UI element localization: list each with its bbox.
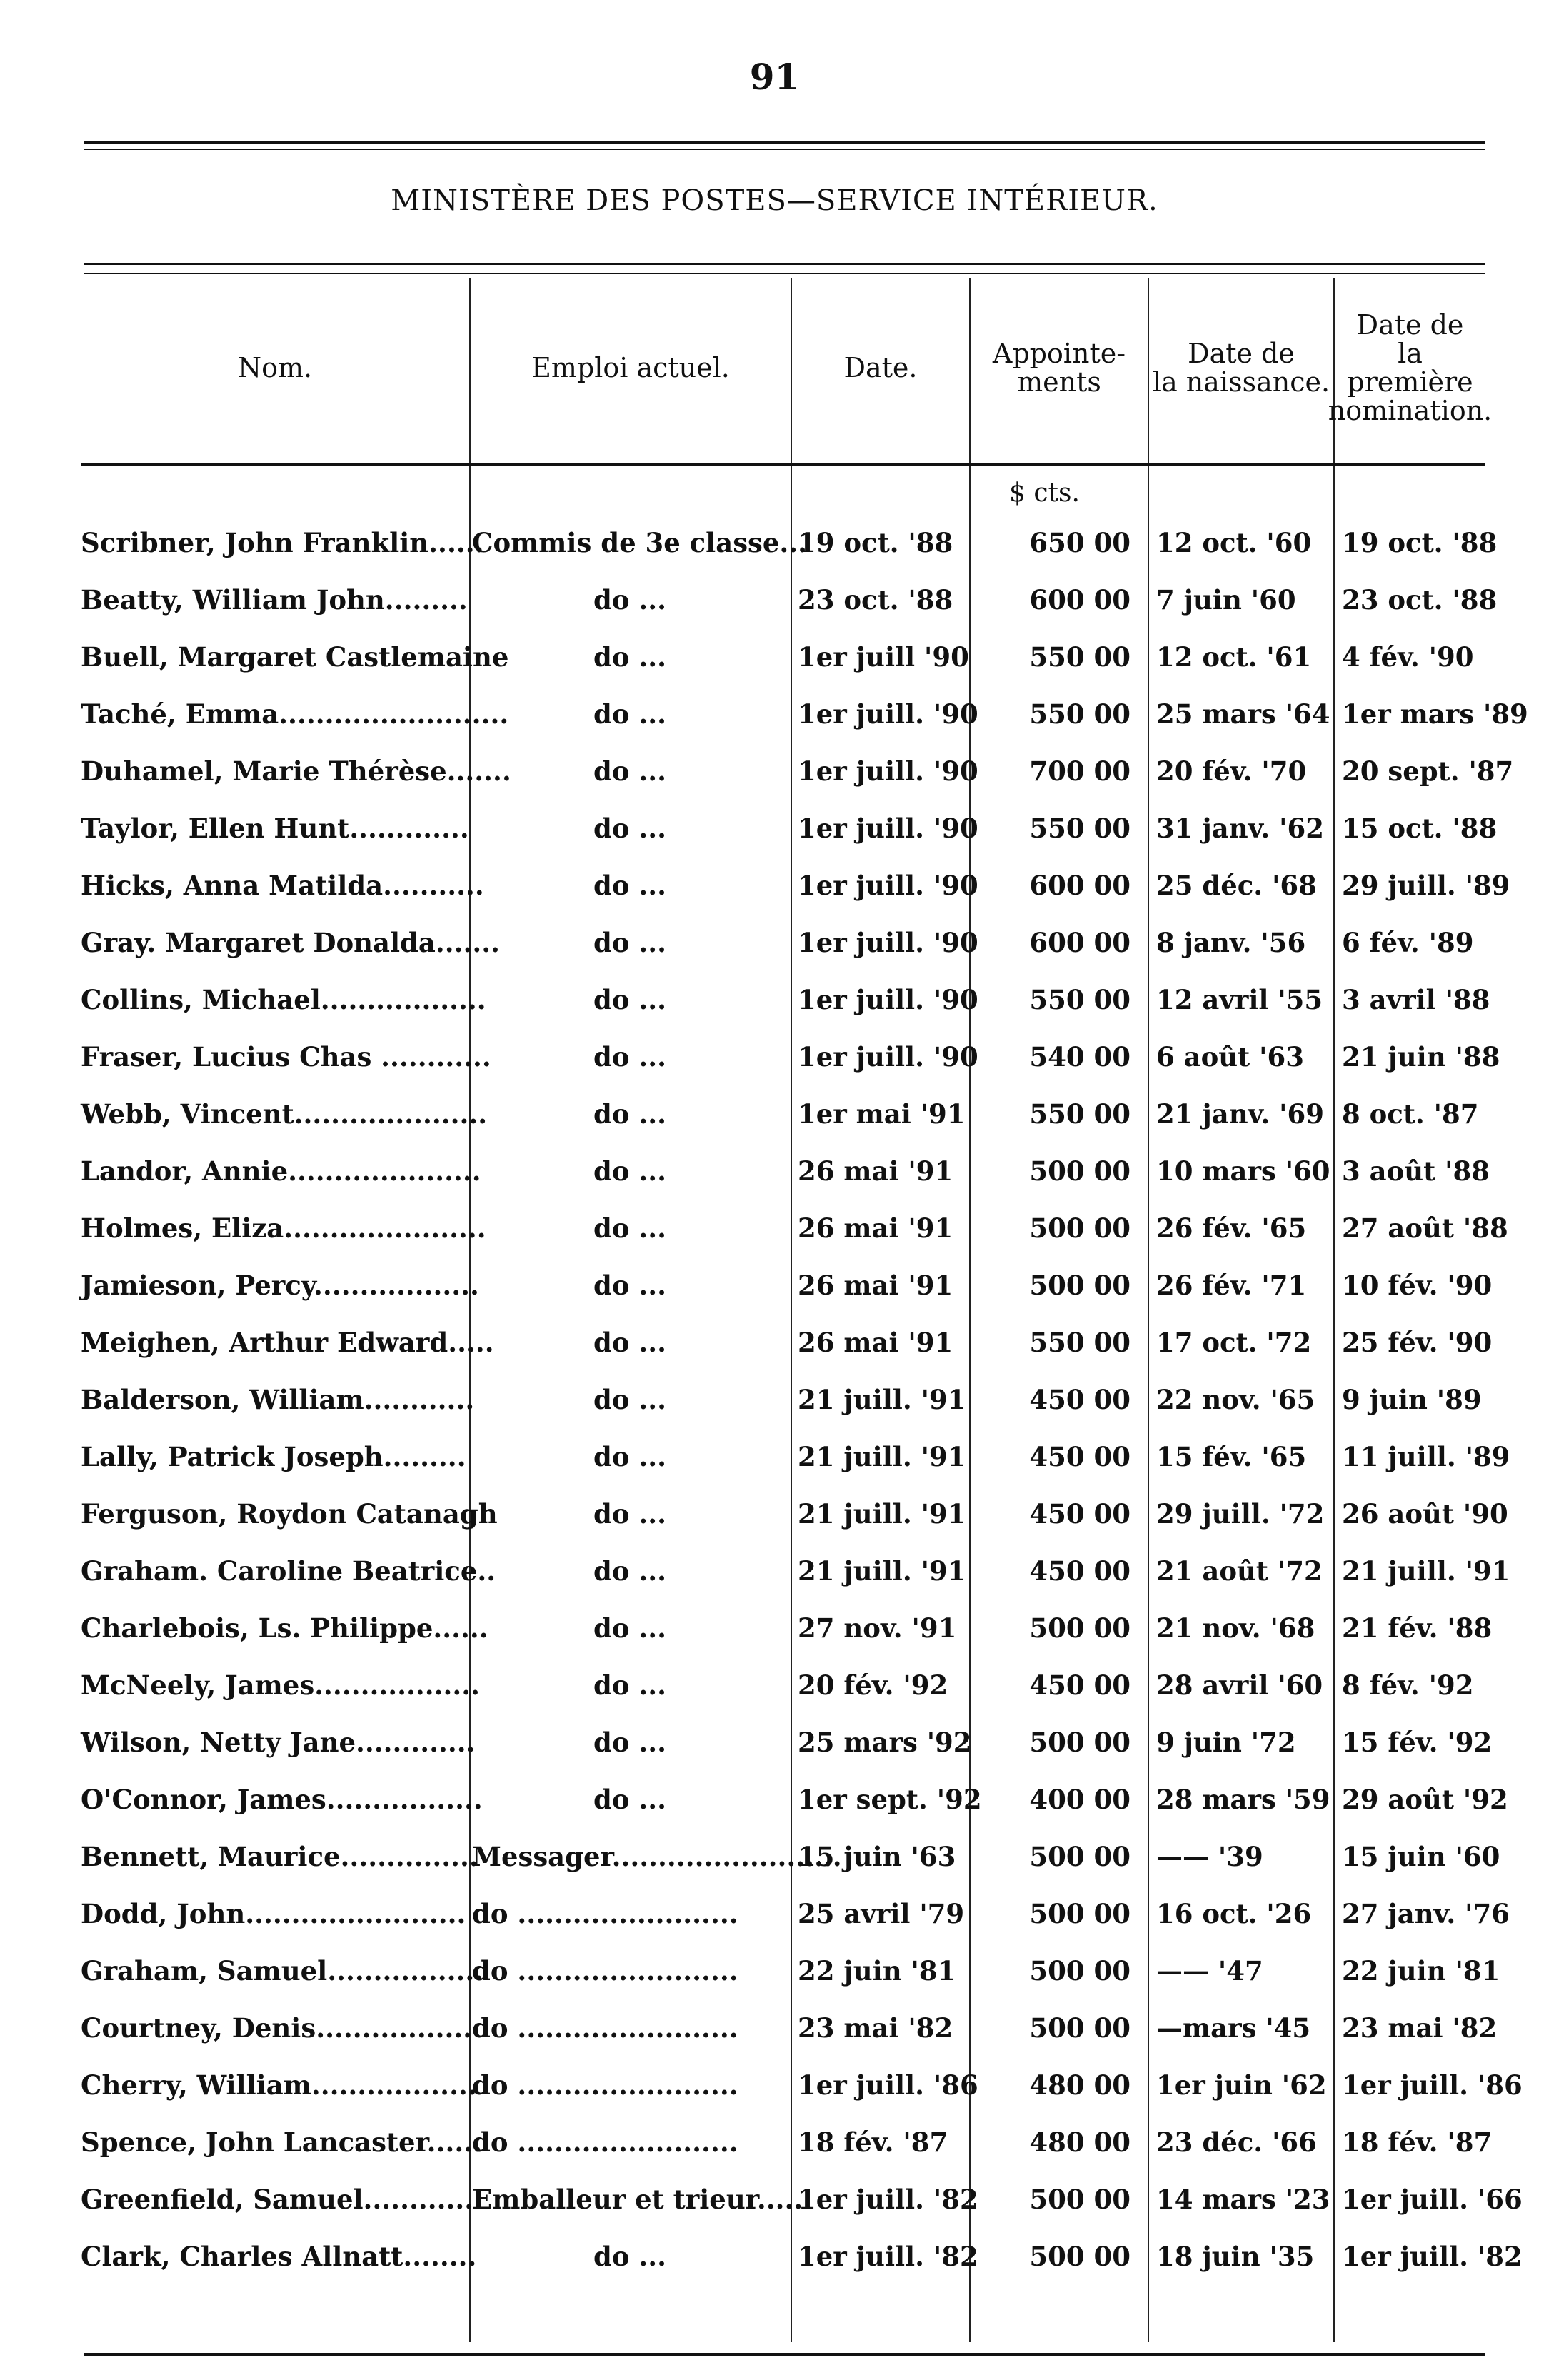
cell-date: 1er juill. '90 bbox=[798, 1041, 978, 1073]
table-row bbox=[81, 1143, 1490, 1200]
table-row bbox=[81, 857, 1510, 914]
cell-emploi: do ... bbox=[593, 698, 667, 730]
cell-emploi: do ... bbox=[593, 1270, 667, 1301]
cell-premiere-nomination: 8 fév. '92 bbox=[1342, 1669, 1474, 1701]
cell-premiere-nomination: 8 oct. '87 bbox=[1342, 1098, 1479, 1130]
cell-emploi: do ... bbox=[593, 870, 667, 901]
cell-name: Scribner, John Franklin...... bbox=[81, 527, 484, 558]
table-row bbox=[81, 571, 1498, 628]
cell-name: Dodd, John........................ bbox=[81, 1898, 466, 1929]
cell-premiere-nomination: 23 mai '82 bbox=[1342, 2012, 1498, 2044]
cell-emploi: do ... bbox=[593, 1669, 667, 1701]
bottom-rule bbox=[84, 2353, 1485, 2356]
table-body bbox=[81, 514, 1528, 2285]
cell-emploi: do ... bbox=[593, 1212, 667, 1244]
cell-emploi: do ........................ bbox=[472, 2012, 738, 2044]
cell-premiere-nomination: 9 juin '89 bbox=[1342, 1384, 1482, 1415]
cell-naissance: 12 oct. '61 bbox=[1156, 641, 1312, 673]
table-row bbox=[81, 1200, 1508, 1257]
cell-naissance: 23 déc. '66 bbox=[1156, 2127, 1317, 2158]
cell-name: Beatty, William John......... bbox=[81, 584, 468, 616]
cell-date: 21 juill. '91 bbox=[798, 1384, 966, 1415]
cell-premiere-nomination: 21 fév. '88 bbox=[1342, 1612, 1493, 1644]
cell-premiere-nomination: 1er mars '89 bbox=[1342, 698, 1528, 730]
header-appointements: Appointe- ments bbox=[992, 338, 1126, 398]
cell-date: 25 mars '92 bbox=[798, 1727, 972, 1758]
cell-naissance: 18 juin '35 bbox=[1156, 2241, 1315, 2272]
cell-emploi: do ... bbox=[593, 1155, 667, 1187]
cell-premiere-nomination: 1er juill. '82 bbox=[1342, 2241, 1523, 2272]
cell-premiere-nomination: 1er juill. '66 bbox=[1342, 2184, 1523, 2215]
cell-name: Holmes, Eliza...................... bbox=[81, 1212, 486, 1244]
cell-name: Graham. Caroline Beatrice.. bbox=[81, 1555, 496, 1587]
cell-date: 26 mai '91 bbox=[798, 1155, 953, 1187]
table-row bbox=[81, 1314, 1493, 1371]
cell-emploi: Messager......................... bbox=[472, 1841, 842, 1872]
cell-appointements: 500 00 bbox=[1029, 1841, 1131, 1872]
header-rule bbox=[81, 463, 1485, 466]
cell-name: Clark, Charles Allnatt........ bbox=[81, 2241, 477, 2272]
cell-premiere-nomination: 3 avril '88 bbox=[1342, 984, 1490, 1015]
cell-name: Cherry, William.................. bbox=[81, 2069, 477, 2101]
cell-appointements: 500 00 bbox=[1029, 1727, 1131, 1758]
cell-appointements: 450 00 bbox=[1029, 1384, 1131, 1415]
cell-date: 1er juill. '90 bbox=[798, 927, 978, 958]
header-premiere-nomination: Date de la première nomination. bbox=[1328, 309, 1493, 426]
cell-appointements: 550 00 bbox=[1029, 1327, 1131, 1358]
cell-premiere-nomination: 21 juin '88 bbox=[1342, 1041, 1500, 1073]
cell-naissance: 12 avril '55 bbox=[1156, 984, 1323, 1015]
cell-premiere-nomination: 27 janv. '76 bbox=[1342, 1898, 1510, 1929]
cell-appointements: 500 00 bbox=[1029, 1955, 1131, 1987]
cell-naissance: 16 oct. '26 bbox=[1156, 1898, 1312, 1929]
cell-naissance: 26 fév. '71 bbox=[1156, 1270, 1307, 1301]
cell-naissance: 31 janv. '62 bbox=[1156, 813, 1324, 844]
table-row bbox=[81, 914, 1485, 971]
cell-date: 1er juill. '90 bbox=[798, 984, 978, 1015]
cell-naissance: 14 mars '23 bbox=[1156, 2184, 1330, 2215]
page-title: MINISTÈRE DES POSTES—SERVICE INTÉRIEUR. bbox=[391, 184, 1158, 217]
table-row bbox=[81, 1885, 1510, 1942]
table-row bbox=[81, 2171, 1523, 2228]
cell-date: 1er juill. '82 bbox=[798, 2241, 978, 2272]
cell-name: Buell, Margaret Castlemaine bbox=[81, 641, 509, 673]
header-emploi: Emploi actuel. bbox=[531, 352, 730, 383]
cell-date: 26 mai '91 bbox=[798, 1212, 953, 1244]
cell-appointements: 550 00 bbox=[1029, 813, 1131, 844]
table-row bbox=[81, 2114, 1493, 2171]
cell-emploi: do ... bbox=[593, 984, 667, 1015]
cell-premiere-nomination: 26 août '90 bbox=[1342, 1498, 1508, 1530]
cell-date: 19 oct. '88 bbox=[798, 527, 953, 558]
cell-date: 1er juill. '90 bbox=[798, 755, 978, 787]
table-row bbox=[81, 1600, 1493, 1657]
cell-date: 1er juill. '90 bbox=[798, 870, 978, 901]
cell-naissance: 9 juin '72 bbox=[1156, 1727, 1296, 1758]
cell-premiere-nomination: 15 fév. '92 bbox=[1342, 1727, 1493, 1758]
cell-naissance: 10 mars '60 bbox=[1156, 1155, 1330, 1187]
table-row bbox=[81, 1028, 1500, 1085]
cell-date: 1er juill. '82 bbox=[798, 2184, 978, 2215]
cell-emploi: do ... bbox=[593, 1555, 667, 1587]
cell-date: 22 juin '81 bbox=[798, 1955, 956, 1987]
table-row bbox=[81, 514, 1498, 571]
cell-date: 21 juill. '91 bbox=[798, 1555, 966, 1587]
cell-emploi: do ... bbox=[593, 1327, 667, 1358]
cell-date: 26 mai '91 bbox=[798, 1270, 953, 1301]
cell-premiere-nomination: 15 oct. '88 bbox=[1342, 813, 1498, 844]
cell-date: 1er juill. '90 bbox=[798, 813, 978, 844]
cell-name: Graham, Samuel................. bbox=[81, 1955, 484, 1987]
header-date: Date. bbox=[843, 352, 918, 383]
cell-name: Lally, Patrick Joseph......... bbox=[81, 1441, 466, 1472]
cell-naissance: 15 fév. '65 bbox=[1156, 1441, 1307, 1472]
cell-date: 1er juill '90 bbox=[798, 641, 969, 673]
units-label: $ cts. bbox=[1009, 478, 1080, 508]
cell-premiere-nomination: 10 fév. '90 bbox=[1342, 1270, 1493, 1301]
cell-emploi: do ... bbox=[593, 641, 667, 673]
cell-date: 1er juill. '90 bbox=[798, 698, 978, 730]
cell-date: 26 mai '91 bbox=[798, 1327, 953, 1358]
staff-table bbox=[81, 278, 1528, 2349]
cell-appointements: 500 00 bbox=[1029, 2012, 1131, 2044]
cell-appointements: 600 00 bbox=[1029, 584, 1131, 616]
cell-emploi: do ... bbox=[593, 584, 667, 616]
title-rule-thin bbox=[84, 273, 1485, 274]
cell-emploi: Emballeur et trieur..... bbox=[472, 2184, 803, 2215]
cell-date: 1er sept. '92 bbox=[798, 1784, 982, 1815]
cell-appointements: 540 00 bbox=[1029, 1041, 1131, 1073]
cell-premiere-nomination: 29 août '92 bbox=[1342, 1784, 1508, 1815]
table-row bbox=[81, 743, 1514, 800]
cell-emploi: do ... bbox=[593, 1384, 667, 1415]
cell-name: Landor, Annie..................... bbox=[81, 1155, 481, 1187]
cell-premiere-nomination: 6 fév. '89 bbox=[1342, 927, 1474, 958]
cell-appointements: 600 00 bbox=[1029, 870, 1131, 901]
cell-name: Taylor, Ellen Hunt............. bbox=[81, 813, 469, 844]
cell-emploi: do ... bbox=[593, 927, 667, 958]
cell-appointements: 500 00 bbox=[1029, 2241, 1131, 2272]
table-row bbox=[81, 2228, 1523, 2285]
cell-date: 23 oct. '88 bbox=[798, 584, 953, 616]
cell-appointements: 480 00 bbox=[1029, 2069, 1131, 2101]
cell-name: Greenfield, Samuel............. bbox=[81, 2184, 483, 2215]
cell-naissance: —— '39 bbox=[1156, 1841, 1263, 1872]
cell-name: Jamieson, Percy.................. bbox=[81, 1270, 479, 1301]
cell-emploi: do ... bbox=[593, 1612, 667, 1644]
cell-appointements: 550 00 bbox=[1029, 698, 1131, 730]
cell-premiere-nomination: 23 oct. '88 bbox=[1342, 584, 1498, 616]
cell-premiere-nomination: 11 juill. '89 bbox=[1342, 1441, 1510, 1472]
table-row bbox=[81, 1942, 1500, 1999]
table-row bbox=[81, 1542, 1510, 1600]
cell-emploi: do ........................ bbox=[472, 2127, 738, 2158]
table-row bbox=[81, 1085, 1485, 1143]
cell-naissance: 22 nov. '65 bbox=[1156, 1384, 1315, 1415]
cell-appointements: 600 00 bbox=[1029, 927, 1131, 958]
cell-emploi: do ... bbox=[593, 1498, 667, 1530]
cell-appointements: 500 00 bbox=[1029, 1212, 1131, 1244]
cell-premiere-nomination: 4 fév. '90 bbox=[1342, 641, 1474, 673]
cell-emploi: do ... bbox=[593, 1098, 667, 1130]
cell-naissance: 1er juin '62 bbox=[1156, 2069, 1327, 2101]
cell-date: 18 fév. '87 bbox=[798, 2127, 948, 2158]
cell-name: Wilson, Netty Jane............. bbox=[81, 1727, 476, 1758]
cell-emploi: do ... bbox=[593, 813, 667, 844]
cell-emploi: do ... bbox=[593, 1784, 667, 1815]
cell-appointements: 450 00 bbox=[1029, 1498, 1131, 1530]
cell-naissance: 20 fév. '70 bbox=[1156, 755, 1307, 787]
cell-premiere-nomination: 21 juill. '91 bbox=[1342, 1555, 1510, 1587]
cell-date: 20 fév. '92 bbox=[798, 1669, 948, 1701]
cell-appointements: 500 00 bbox=[1029, 1898, 1131, 1929]
cell-premiere-nomination: 3 août '88 bbox=[1342, 1155, 1490, 1187]
cell-naissance: 28 mars '59 bbox=[1156, 1784, 1330, 1815]
cell-date: 1er juill. '86 bbox=[798, 2069, 978, 2101]
cell-name: Spence, John Lancaster...... bbox=[81, 2127, 482, 2158]
cell-appointements: 700 00 bbox=[1029, 755, 1131, 787]
cell-appointements: 550 00 bbox=[1029, 641, 1131, 673]
cell-name: Webb, Vincent..................... bbox=[81, 1098, 488, 1130]
cell-name: Charlebois, Ls. Philippe...... bbox=[81, 1612, 488, 1644]
cell-emploi: do ... bbox=[593, 1727, 667, 1758]
cell-naissance: 21 août '72 bbox=[1156, 1555, 1323, 1587]
cell-naissance: 17 oct. '72 bbox=[1156, 1327, 1312, 1358]
cell-naissance: —mars '45 bbox=[1156, 2012, 1311, 2044]
table-row bbox=[81, 800, 1498, 857]
cell-appointements: 500 00 bbox=[1029, 2184, 1131, 2215]
cell-name: Meighen, Arthur Edward..... bbox=[81, 1327, 494, 1358]
cell-emploi: do ... bbox=[593, 1041, 667, 1073]
cell-appointements: 550 00 bbox=[1029, 984, 1131, 1015]
cell-name: Ferguson, Roydon Catanagh bbox=[81, 1498, 498, 1530]
table-row bbox=[81, 1371, 1485, 1428]
table-row bbox=[81, 1485, 1508, 1542]
header-naissance: Date de la naissance. bbox=[1152, 338, 1330, 398]
cell-name: Courtney, Denis................. bbox=[81, 2012, 473, 2044]
cell-premiere-nomination: 27 août '88 bbox=[1342, 1212, 1508, 1244]
cell-name: Bennett, Maurice............... bbox=[81, 1841, 478, 1872]
cell-name: Collins, Michael.................. bbox=[81, 984, 486, 1015]
cell-premiere-nomination: 20 sept. '87 bbox=[1342, 755, 1514, 787]
cell-appointements: 650 00 bbox=[1029, 527, 1131, 558]
cell-premiere-nomination: 19 oct. '88 bbox=[1342, 527, 1498, 558]
cell-emploi: do ........................ bbox=[472, 2069, 738, 2101]
cell-appointements: 450 00 bbox=[1029, 1441, 1131, 1472]
table-row bbox=[81, 2057, 1523, 2114]
cell-appointements: 500 00 bbox=[1029, 1155, 1131, 1187]
cell-date: 25 avril '79 bbox=[798, 1898, 965, 1929]
cell-name: Taché, Emma......................... bbox=[81, 698, 509, 730]
cell-name: Gray. Margaret Donalda....... bbox=[81, 927, 501, 958]
table-row bbox=[81, 1828, 1500, 1885]
cell-appointements: 400 00 bbox=[1029, 1784, 1131, 1815]
cell-name: Fraser, Lucius Chas ............ bbox=[81, 1041, 491, 1073]
cell-name: Balderson, William............ bbox=[81, 1384, 475, 1415]
cell-emploi: do ........................ bbox=[472, 1898, 738, 1929]
cell-naissance: 21 janv. '69 bbox=[1156, 1098, 1324, 1130]
cell-premiere-nomination: 18 fév. '87 bbox=[1342, 2127, 1493, 2158]
table-row bbox=[81, 1714, 1493, 1771]
header-nom: Nom. bbox=[237, 352, 313, 383]
cell-premiere-nomination: 1er juill. '86 bbox=[1342, 2069, 1523, 2101]
cell-naissance: 29 juill. '72 bbox=[1156, 1498, 1325, 1530]
table-row bbox=[81, 628, 1485, 686]
cell-date: 21 juill. '91 bbox=[798, 1498, 966, 1530]
cell-name: Hicks, Anna Matilda........... bbox=[81, 870, 484, 901]
cell-name: McNeely, James.................. bbox=[81, 1669, 481, 1701]
cell-naissance: 28 avril '60 bbox=[1156, 1669, 1323, 1701]
cell-premiere-nomination: 29 juill. '89 bbox=[1342, 870, 1510, 901]
cell-naissance: 6 août '63 bbox=[1156, 1041, 1304, 1073]
cell-premiere-nomination: 15 juin '60 bbox=[1342, 1841, 1500, 1872]
table-row bbox=[81, 1771, 1508, 1828]
page-number: 91 bbox=[749, 56, 800, 98]
cell-appointements: 550 00 bbox=[1029, 1098, 1131, 1130]
cell-naissance: 26 fév. '65 bbox=[1156, 1212, 1307, 1244]
cell-emploi: do ... bbox=[593, 2241, 667, 2272]
top-rule bbox=[84, 141, 1485, 144]
cell-premiere-nomination: 22 juin '81 bbox=[1342, 1955, 1500, 1987]
cell-emploi: do ... bbox=[593, 1441, 667, 1472]
cell-appointements: 450 00 bbox=[1029, 1669, 1131, 1701]
table-row bbox=[81, 971, 1490, 1028]
cell-name: O'Connor, James................. bbox=[81, 1784, 483, 1815]
units-row bbox=[81, 478, 1485, 514]
cell-date: 21 juill. '91 bbox=[798, 1441, 966, 1472]
cell-emploi: do ........................ bbox=[472, 1955, 738, 1987]
cell-date: 15 juin '63 bbox=[798, 1841, 956, 1872]
cell-date: 23 mai '82 bbox=[798, 2012, 953, 2044]
title-rule bbox=[84, 263, 1485, 265]
cell-naissance: 8 janv. '56 bbox=[1156, 927, 1306, 958]
cell-naissance: 21 nov. '68 bbox=[1156, 1612, 1315, 1644]
cell-appointements: 500 00 bbox=[1029, 1270, 1131, 1301]
table-row bbox=[81, 1657, 1485, 1714]
cell-appointements: 450 00 bbox=[1029, 1555, 1131, 1587]
top-rule-thin bbox=[84, 149, 1485, 150]
cell-emploi: do ... bbox=[593, 755, 667, 787]
table-row bbox=[81, 686, 1528, 743]
cell-naissance: 12 oct. '60 bbox=[1156, 527, 1312, 558]
cell-appointements: 480 00 bbox=[1029, 2127, 1131, 2158]
cell-naissance: 25 déc. '68 bbox=[1156, 870, 1317, 901]
cell-naissance: —— '47 bbox=[1156, 1955, 1263, 1987]
cell-premiere-nomination: 25 fév. '90 bbox=[1342, 1327, 1493, 1358]
cell-emploi: Commis de 3e classe... bbox=[472, 527, 808, 558]
cell-naissance: 25 mars '64 bbox=[1156, 698, 1330, 730]
cell-date: 27 nov. '91 bbox=[798, 1612, 957, 1644]
table-row bbox=[81, 1257, 1493, 1314]
table-row bbox=[81, 1428, 1510, 1485]
cell-date: 1er mai '91 bbox=[798, 1098, 966, 1130]
cell-appointements: 500 00 bbox=[1029, 1612, 1131, 1644]
cell-naissance: 7 juin '60 bbox=[1156, 584, 1296, 616]
cell-name: Duhamel, Marie Thérèse....... bbox=[81, 755, 511, 787]
table-row bbox=[81, 1999, 1498, 2057]
